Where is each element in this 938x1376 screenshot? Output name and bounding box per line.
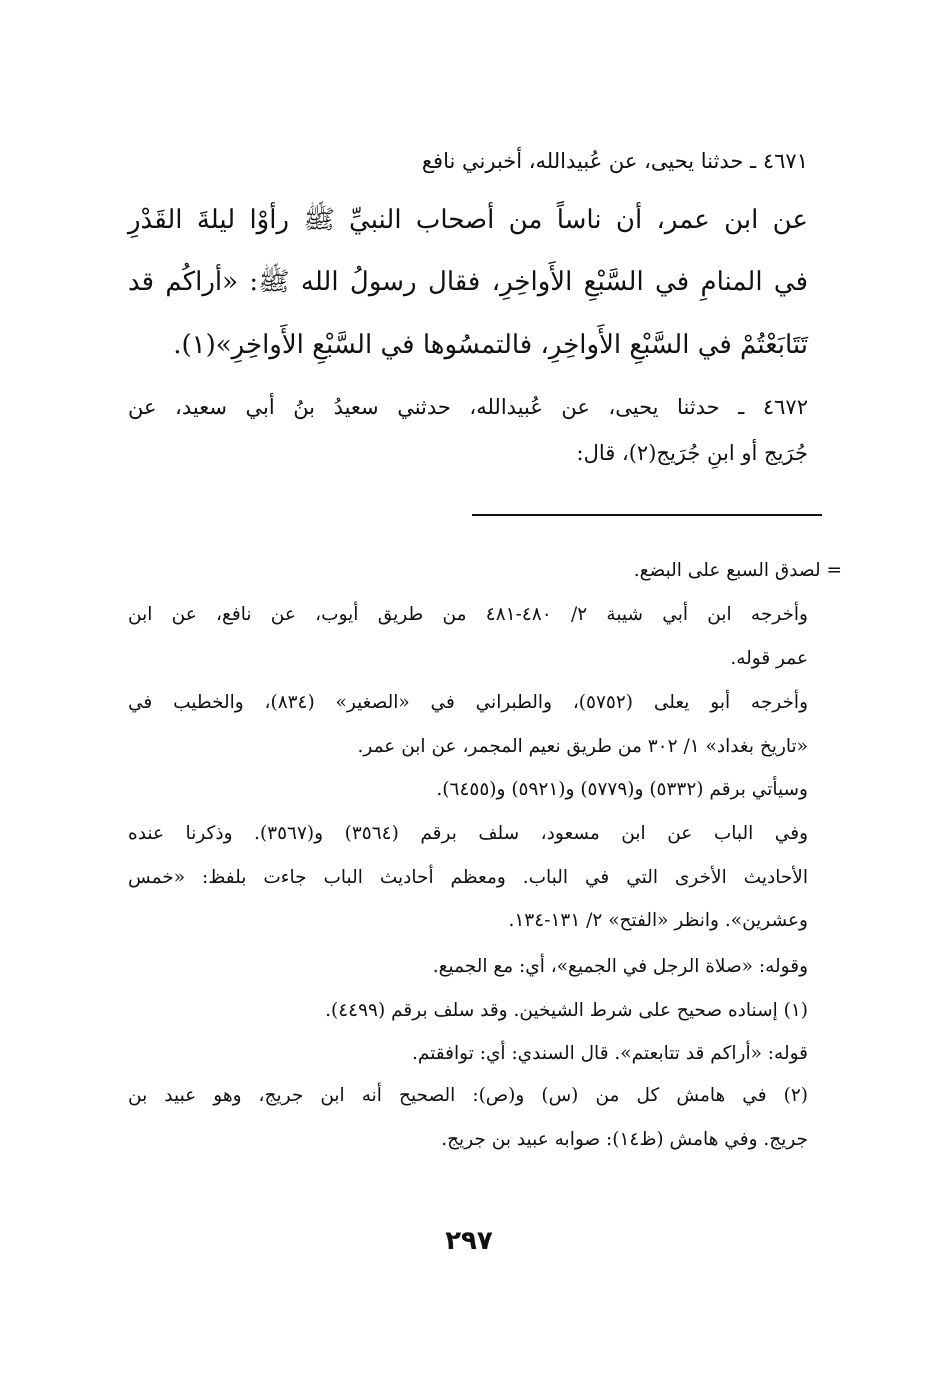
footnote-line: جريج. وفي هامش (ظ١٤): صوابه عبيد بن جريج. (441, 1129, 808, 1150)
footnote-line: وعشرين». وانظر «الفتح» ٢/ ١٣١-١٣٤. (508, 910, 808, 931)
footnote-line: وسيأتي برقم (٥٣٣٢) و(٥٧٧٩) و(٥٩٢١) و(٦٤٥٥). (436, 779, 808, 800)
footnote-line: = لصدق السبع على البضع. (633, 560, 842, 581)
hadith-4671-matn-line-2: في المنامِ في السَّبْعِ الأَواخِرِ، فقال رسولُ الله ﷺ: «أراكُم قد (128, 267, 808, 297)
hadith-4671-matn-line-1: عن ابن عمر، أن ناساً من أصحاب النبيِّ ﷺ رأوْا ليلةَ القَدْرِ (128, 205, 808, 235)
footnote-line: (١) إسناده صحيح على شرط الشيخين. وقد سلف برقم (٤٤٩٩). (325, 1000, 808, 1021)
hadith-4672-line-1: ٤٦٧٢ ـ حدثنا يحيى، عن عُبيدالله، حدثني سعيدُ بنُ أبي سعيد، عن (128, 395, 808, 419)
hadith-4671-matn-line-3: تَتَابَعْتُمْ في السَّبْعِ الأَواخِرِ، فالتمسُوها في السَّبْعِ الأَواخِرِ»(١). (173, 330, 808, 360)
footnote-line: وأخرجه أبو يعلى (٥٧٥٢)، والطبراني في «الصغير» (٨٣٤)، والخطيب في (128, 692, 809, 713)
footnote-line: قوله: «أراكم قد تتابعتم». قال السندي: أي: توافقتم. (412, 1043, 808, 1064)
footnote-line: وفي الباب عن ابن مسعود، سلف برقم (٣٥٦٤) و(٣٥٦٧). وذكرنا عنده (128, 823, 809, 844)
hadith-4671-isnad: ٤٦٧١ ـ حدثنا يحيى، عن عُبيدالله، أخبرني نافع (421, 149, 808, 173)
footnote-line: «تاريخ بغداد» ١/ ٣٠٢ من طريق نعيم المجمر، عن ابن عمر. (357, 736, 808, 757)
page-number: ٢٩٧ (445, 1226, 493, 1256)
footnote-line: وقوله: «صلاة الرجل في الجميع»، أي: مع الجميع. (432, 956, 808, 977)
footnote-line: عمر قوله. (730, 648, 808, 669)
footnote-line: (٢) في هامش كل من (س) و(ص): الصحيح أنه ابن جريج، وهو عبيد بن (128, 1085, 808, 1106)
hadith-4672-line-2: جُرَيج أو ابنِ جُرَيج(٢)، قال: (576, 441, 808, 465)
footnote-separator-rule (472, 514, 822, 516)
footnote-line: وأخرجه ابن أبي شيبة ٢/ ٤٨٠-٤٨١ من طريق أيوب، عن نافع، عن ابن (128, 604, 808, 625)
footnote-line: الأحاديث الأخرى التي في الباب. ومعظم أحاديث الباب جاءت بلفظ: «خمس (128, 867, 808, 888)
